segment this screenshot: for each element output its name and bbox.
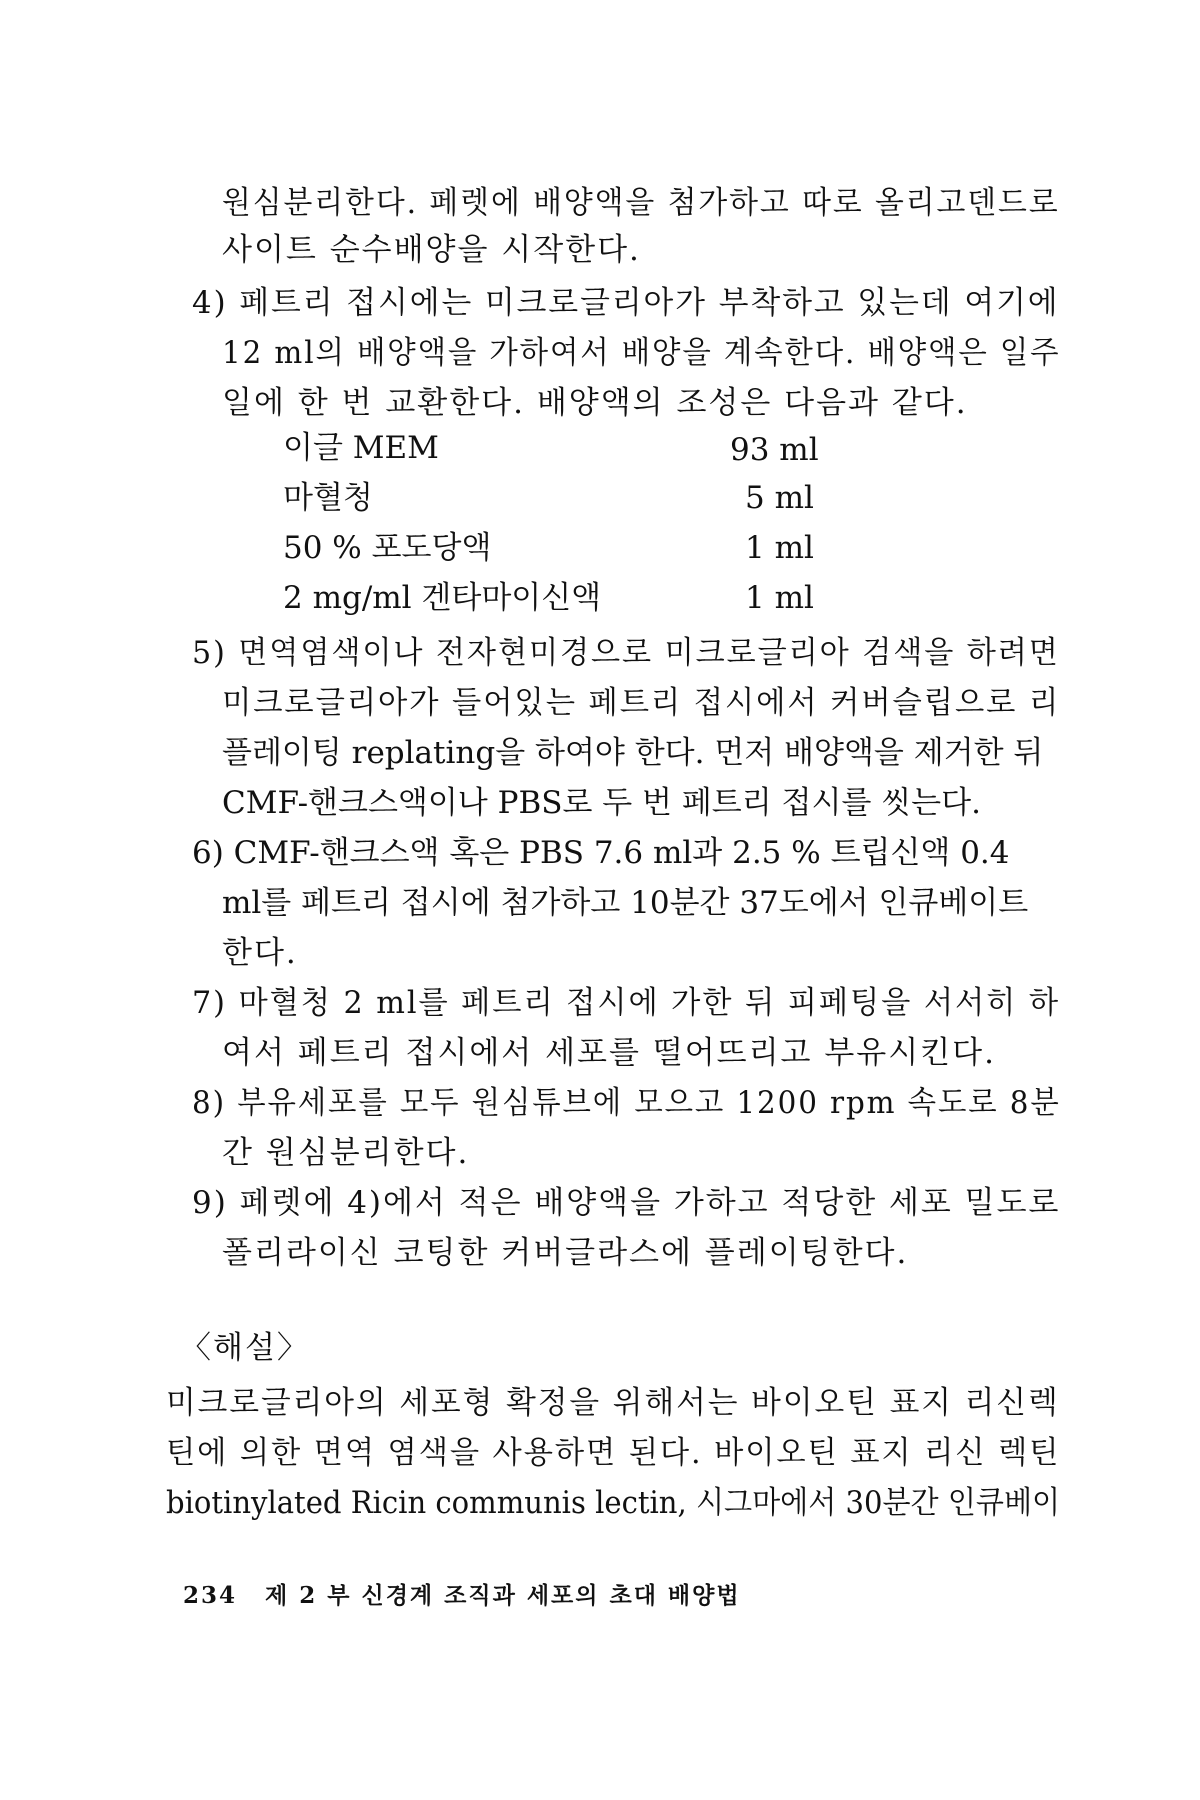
commentary-text: 미크로글리아의 세포형 확정을 위해서는 바이오틴 표지 리신렉 bbox=[166, 1385, 1060, 1421]
text-line: 플레이팅 replating을 하여야 한다. 먼저 배양액을 제거한 뒤 bbox=[222, 735, 1044, 771]
text-line: 일에 한 번 교환한다. 배양액의 조성은 다음과 같다. bbox=[222, 385, 968, 421]
text-line: 사이트 순수배양을 시작한다. bbox=[222, 232, 641, 268]
recipe-item-amount: 1 ml bbox=[745, 580, 814, 616]
recipe-item-name: 2 mg/ml 겐타마이신액 bbox=[283, 580, 602, 616]
text-line: 한다. bbox=[222, 935, 298, 971]
text-line: 미크로글리아가 들어있는 페트리 접시에서 커버슬립으로 리 bbox=[222, 685, 1061, 721]
text-line: ml를 페트리 접시에 첨가하고 10분간 37도에서 인큐베이트 bbox=[222, 885, 1029, 921]
recipe-item-amount: 93 ml bbox=[730, 432, 819, 468]
text-line: 간 원심분리한다. bbox=[222, 1135, 470, 1171]
recipe-item-amount: 1 ml bbox=[745, 530, 814, 566]
recipe-item-name: 50 % 포도당액 bbox=[283, 530, 492, 566]
list-item-5: 5) 면역염색이나 전자현미경으로 미크로글리아 검색을 하려면 bbox=[192, 635, 1060, 671]
commentary-text: biotinylated Ricin communis lectin, 시그마에서 30분간 인큐베이 bbox=[166, 1485, 1061, 1521]
text-line: CMF-핸크스액이나 PBS로 두 번 페트리 접시를 씻는다. bbox=[222, 785, 981, 821]
recipe-item-name: 이글 MEM bbox=[283, 430, 439, 466]
text-line: 여서 페트리 접시에서 세포를 떨어뜨리고 부유시킨다. bbox=[222, 1035, 996, 1071]
list-item-6: 6) CMF-핸크스액 혹은 PBS 7.6 ml과 2.5 % 트립신액 0.4 bbox=[192, 835, 1010, 871]
commentary-heading: 〈해설〉 bbox=[180, 1330, 310, 1366]
recipe-item-amount: 5 ml bbox=[745, 480, 814, 516]
chapter-title: 제 2 부 신경계 조직과 세포의 초대 배양법 bbox=[265, 1582, 741, 1609]
recipe-item-name: 마혈청 bbox=[283, 480, 373, 516]
list-item-9: 9) 페렛에 4)에서 적은 배양액을 가하고 적당한 세포 밀도로 bbox=[192, 1185, 1061, 1221]
page-footer bbox=[183, 1577, 741, 1610]
list-item-8: 8) 부유세포를 모두 원심튜브에 모으고 1200 rpm 속도로 8분 bbox=[192, 1085, 1061, 1121]
text-line: 폴리라이신 코팅한 커버글라스에 플레이팅한다. bbox=[222, 1235, 909, 1271]
text-line: 12 ml의 배양액을 가하여서 배양을 계속한다. 배양액은 일주 bbox=[222, 335, 1061, 371]
list-item-7: 7) 마혈청 2 ml를 페트리 접시에 가한 뒤 피페팅을 서서히 하 bbox=[192, 985, 1061, 1021]
commentary-text: 틴에 의한 면역 염색을 사용하면 된다. 바이오틴 표지 리신 렉틴 bbox=[166, 1435, 1061, 1471]
page-number: 234 bbox=[183, 1582, 238, 1609]
list-item-4: 4) 페트리 접시에는 미크로글리아가 부착하고 있는데 여기에 bbox=[192, 285, 1060, 321]
text-line: 원심분리한다. 페렛에 배양액을 첨가하고 따로 올리고덴드로 bbox=[222, 185, 1060, 221]
